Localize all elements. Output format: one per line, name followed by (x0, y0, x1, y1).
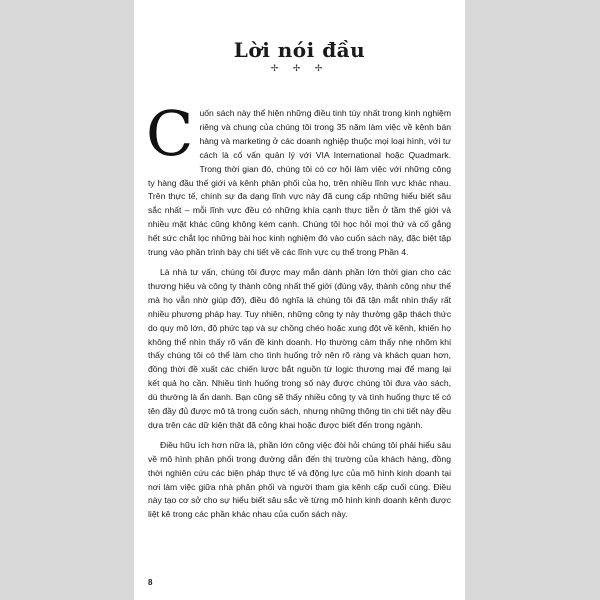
chapter-title: Lời nói đầu (233, 38, 366, 62)
ornament-divider: ✢ ✢ ✢ (270, 63, 329, 73)
paragraph-3: Điều hữu ích hơn nữa là, phần lớn công việc đòi hỏi chúng tôi phải hiểu sâu về mô hình phân phối trong đường dẫn đến thị trường của khách hàng, đồng thời nghiên cứu các biện pháp thực tế và động lực của mô hình kinh doanh tại nơi làm việc giữa nhà phân phối và người tham gia kênh cấp cuối cùng. Điều này tạo cơ sở cho sự hiểu biết sâu sắc về từng mô hình kinh doanh kênh được liệt kê trong các phần khác nhau của cuốn sách này. (148, 439, 451, 520)
paragraph-2: Là nhà tư vấn, chúng tôi được may mắn dành phần lớn thời gian cho các thương hiệu và công ty thành công nhất thế giới (đúng vậy, thành công như thế mà họ vẫn nhờ giúp đỡ), điều đó nghĩa là chúng tôi đã tận mắt nhìn thấy rất nhiều phương pháp hay. Tuy nhiên, những công ty này thường gặp thách thức do quy mô lớn, độ phức tạp và sự chồng chéo hoặc xung đột về kênh, khiến họ không thể nhìn thấy rõ vấn đề kinh doanh. Họ thường cảm thấy nhẹ nhõm khi thấy chúng tôi có thể làm cho tình huống trở nên rõ ràng và khách quan hơn, đồng thời đề xuất các chiến lược bắt nguồn từ logic thương mại để mang lại kết quả họ cần. Nhiều tình huống trong số này được chúng tôi đưa vào sách, dù thường là ẩn danh. Bạn cũng sẽ thấy nhiều công ty và tình huống thực tế có tên đầy đủ được mô tả trong cuốn sách, nhưng những thông tin chi tiết này đều dựa trên các dữ kiện thật đã công khai hoặc được biết đến trong ngành. (148, 266, 451, 430)
paragraph-1 (146, 97, 451, 260)
page-number: 8 (148, 578, 153, 587)
drop-cap: C (146, 97, 194, 170)
page-content (146, 97, 451, 528)
book-page (134, 0, 465, 600)
paragraph-1-text: uốn sách này thể hiện những điều tinh túy nhất trong kinh nghiệm riêng và chung của chúng tôi trong 35 năm làm việc về kênh bán hàng và marketing ở các doanh nghiệp thuộc mọi loại hình, với tư cách là cố vấn quản lý với VIA International hoặc Quadmark. Trong thời gian đó, chúng tôi có cơ hội làm việc với những công ty hàng đầu thế giới và kênh phân phối của họ, trên nhiều lĩnh vực khác nhau. Trên thực tế, chính sự đa dạng lĩnh vực này đã cung cấp những hiểu biết sâu sắc nhất – mỗi lĩnh vực đều có những khía cạnh thực tiễn ở tầm thế giới và nhiều mặt khác cũng không kém cạnh. Chúng tôi học hỏi mọi thứ và cố gắng hết sức chắt lọc những bài học kinh nghiệm đó vào cuốn sách này, đặc biệt tập trung vào phần trình bày chi tiết về các lĩnh vực cụ thể trong Phần 4. (148, 108, 451, 258)
